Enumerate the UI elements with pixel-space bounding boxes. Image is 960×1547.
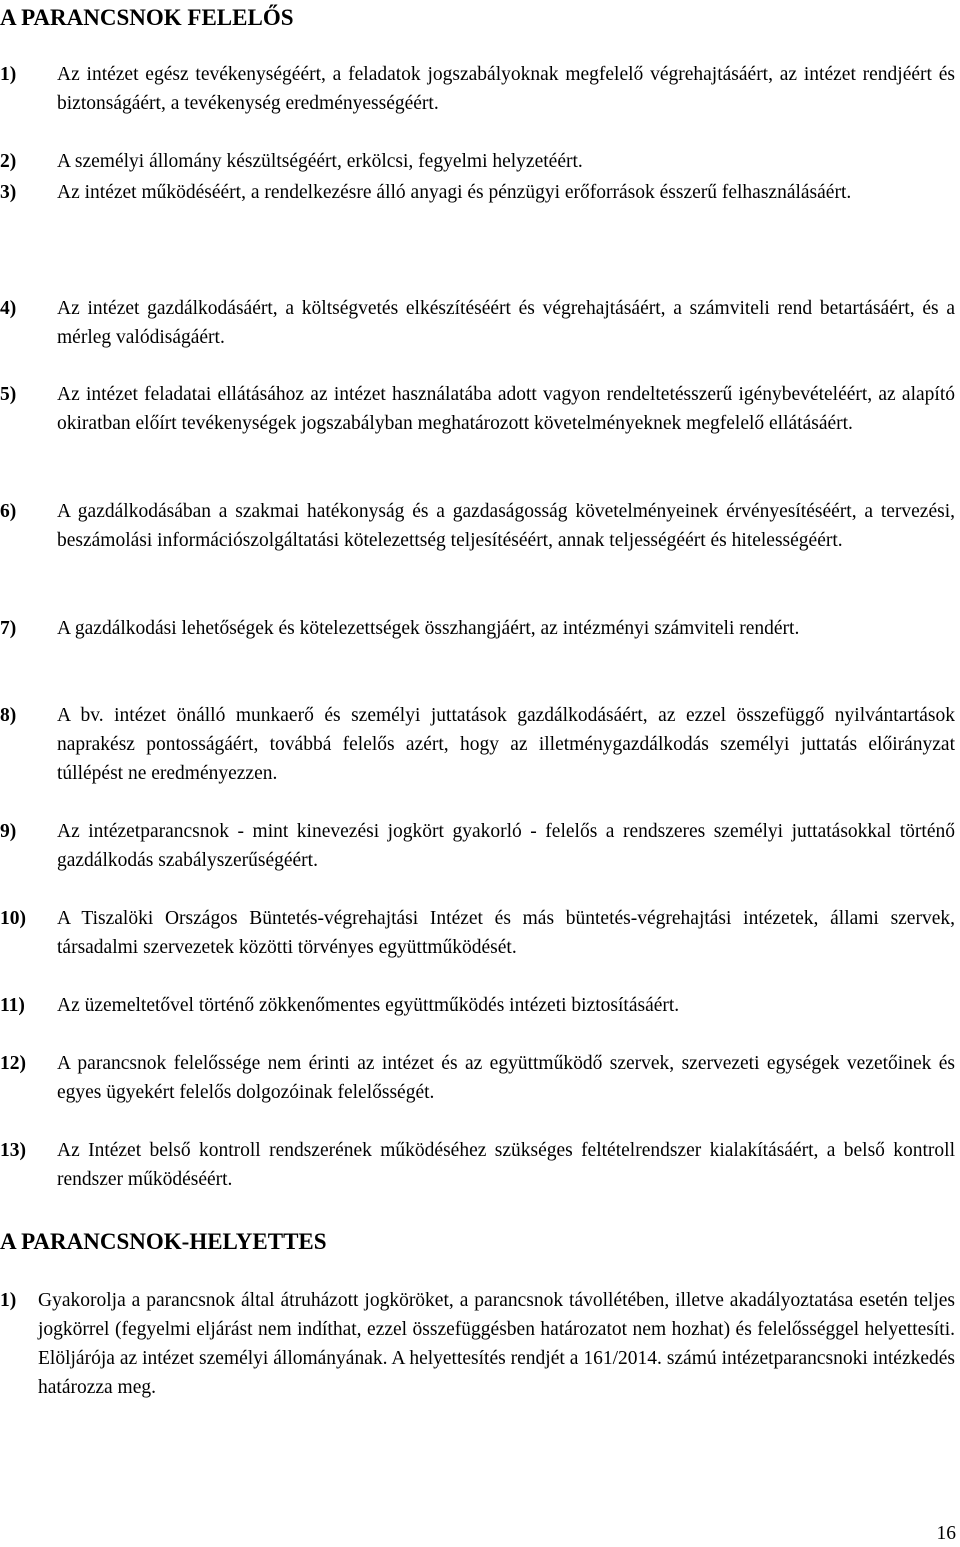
item-number: 8)	[0, 705, 17, 726]
list-item	[0, 817, 955, 875]
list-item	[0, 991, 955, 1020]
item-text: A személyi állomány készültségéért, erkölcsi, fegyelmi helyzetéért.	[57, 151, 583, 172]
item-number: 1)	[0, 64, 17, 85]
list-item	[0, 1049, 955, 1107]
list-item	[0, 60, 955, 118]
list-item	[0, 497, 955, 555]
item-number: 7)	[0, 618, 17, 639]
section-heading-commander: A PARANCSNOK FELELŐS	[0, 5, 294, 30]
item-number: 11)	[0, 995, 25, 1016]
item-text: Az intézetparancsnok - mint kinevezési jogkört gyakorló - felelős a rendszeres személyi juttatásokkal történő gazdálkodás szabályszerűségéért.	[57, 821, 955, 871]
list-item	[0, 904, 955, 962]
item-number: 13)	[0, 1140, 26, 1161]
item-number: 3)	[0, 182, 17, 203]
page-number: 16	[936, 1523, 956, 1544]
item-text: Az intézet feladatai ellátásához az intézet használatába adott vagyon rendeltetésszerű igénybevételéért, az alapító okiratban előírt tevékenységek jogszabályban meghatározott követelményeknek megfelelő ellátásáért.	[57, 384, 955, 434]
item-text: Az intézet működéséért, a rendelkezésre álló anyagi és pénzügyi erőforrások ésszerű felhasználásáért.	[57, 182, 852, 203]
item-number: 1)	[0, 1290, 17, 1311]
section-heading-deputy-commander: A PARANCSNOK-HELYETTES	[0, 1229, 327, 1254]
item-number: 4)	[0, 298, 17, 319]
item-text: A Tiszalöki Országos Büntetés-végrehajtási Intézet és más büntetés-végrehajtási intézetek, állami szervek, társadalmi szervezetek közötti törvényes együttműködését.	[57, 908, 955, 958]
item-text: Gyakorolja a parancsnok által átruházott jogköröket, a parancsnok távollétében, illetve akadályoztatása esetén teljes jogkörrel (fegyelmi eljárást nem indíthat, ezzel összefüggésben határozatot nem hozhat) és felelősséggel helyettesíti. Elöljárója az intézet személyi állományának. A helyettesítés rendjét a 161/2014. számú intézetparancsnoki intézkedés határozza meg.	[38, 1290, 955, 1398]
item-text: A gazdálkodási lehetőségek és kötelezettségek összhangjáért, az intézményi számviteli rendért.	[57, 618, 800, 639]
list-item	[0, 701, 955, 788]
list-item	[0, 380, 955, 438]
list-item	[0, 294, 955, 352]
item-text: A gazdálkodásában a szakmai hatékonyság és a gazdaságosság követelményeinek érvényesítéséért, a tervezési, beszámolási információszolgáltatási kötelezettség teljesítéséért, annak teljességéért és hitelességéért.	[57, 501, 955, 551]
list-item	[0, 147, 955, 176]
list-item	[0, 614, 955, 643]
item-number: 12)	[0, 1053, 26, 1074]
item-text: A parancsnok felelőssége nem érinti az intézet és az együttműködő szervek, szervezeti egységek vezetőinek és egyes ügyekért felelős dolgozóinak felelősségét.	[57, 1053, 955, 1103]
item-number: 9)	[0, 821, 17, 842]
item-number: 10)	[0, 908, 26, 929]
list-item	[0, 178, 955, 207]
item-number: 5)	[0, 384, 17, 405]
item-text: Az intézet egész tevékenységéért, a feladatok jogszabályoknak megfelelő végrehajtásáért, az intézet rendjéért és biztonságáért, a tevékenység eredményességéért.	[57, 64, 955, 114]
item-text: Az Intézet belső kontroll rendszerének működéséhez szükséges feltételrendszer kialakításáért, a belső kontroll rendszer működéséért.	[57, 1140, 955, 1190]
item-text: A bv. intézet önálló munkaerő és személyi juttatások gazdálkodásáért, az ezzel összefüggő nyilvántartások naprakész pontosságáért, továbbá felelős azért, hogy az illetménygazdálkodás személyi juttatás előirányzat túllépést ne eredményezzen.	[57, 705, 955, 784]
item-number: 6)	[0, 501, 17, 522]
item-text: Az üzemeltetővel történő zökkenőmentes együttműködés intézeti biztosításáért.	[57, 995, 680, 1016]
list-item	[0, 1136, 955, 1194]
item-text: Az intézet gazdálkodásáért, a költségvetés elkészítéséért és végrehajtásáért, a számviteli rend betartásáért, és a mérleg valódiságáért.	[57, 298, 955, 348]
list-item	[0, 1286, 955, 1402]
item-number: 2)	[0, 151, 17, 172]
